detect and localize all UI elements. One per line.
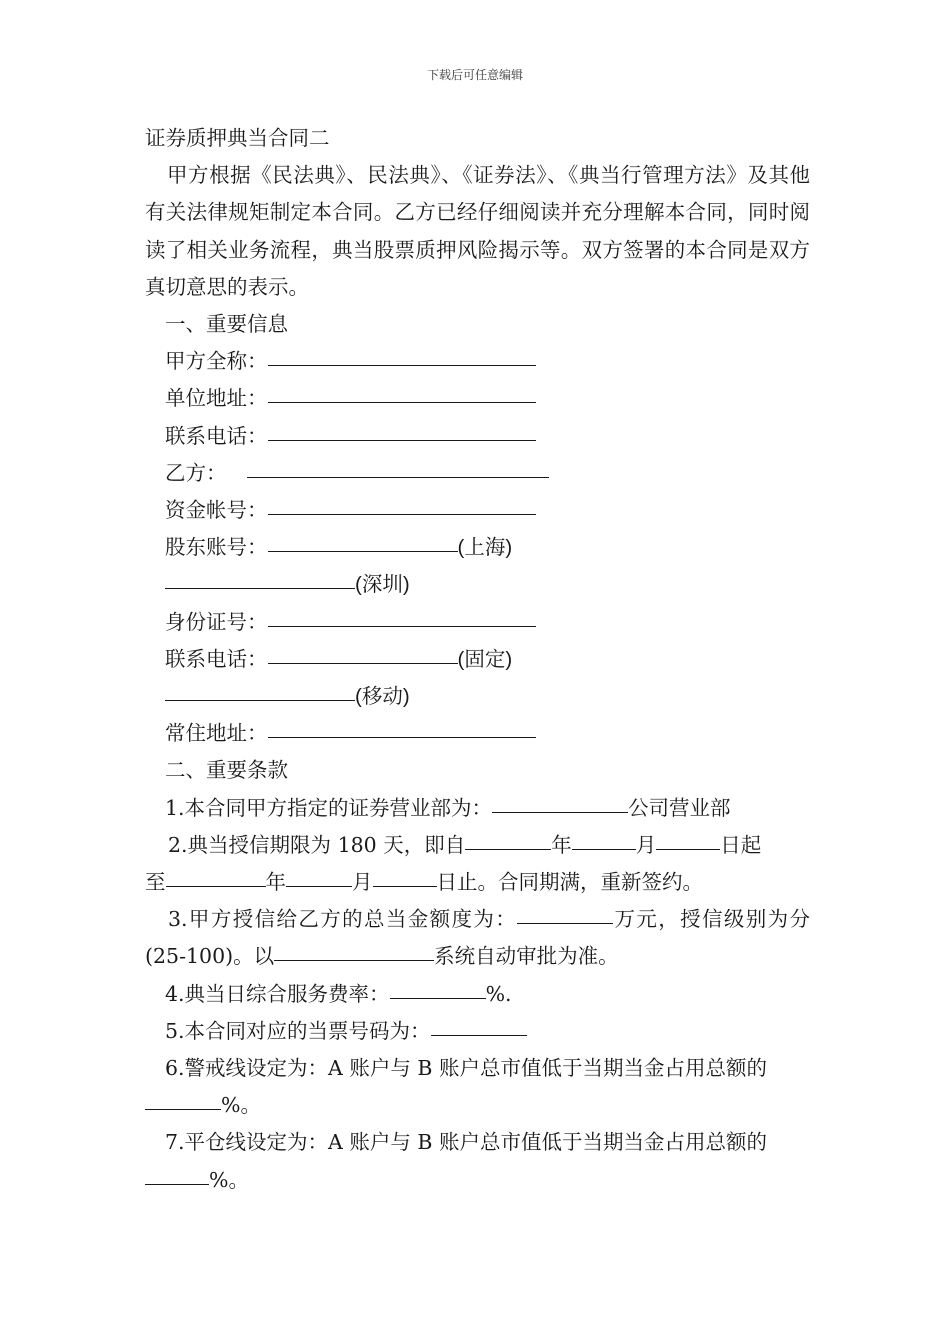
start-day-blank[interactable] <box>656 827 720 850</box>
month-label-2: 月 <box>352 870 373 895</box>
clause-3-text: 3.甲方授信给乙方的总当金额度为： <box>168 907 518 932</box>
intro-paragraph: 甲方根据《民法典》、民法典》、《证券法》、《典当行管理方法》及其他有关法律规矩制定本合同。乙方已经仔细阅读并充分理解本合同，同时阅读了相关业务流程，典当股票质押风险揭示等。双方签署的本合同是双方真切意思的表示。 <box>145 163 810 299</box>
fee-rate-blank[interactable] <box>390 976 486 999</box>
securities-office-blank[interactable] <box>492 790 628 813</box>
phone-label: 联系电话： <box>165 423 268 448</box>
clause-4-suffix: %. <box>485 981 512 1006</box>
fund-account-blank[interactable] <box>268 492 536 515</box>
fixed-phone-blank[interactable] <box>268 641 458 664</box>
end-month-blank[interactable] <box>286 864 352 887</box>
day-label-2: 日止。合同期满，重新签约。 <box>436 870 703 895</box>
phone-blank[interactable] <box>268 418 536 441</box>
address-row <box>145 380 810 417</box>
id-number-row <box>145 604 810 641</box>
liquidation-line-blank[interactable] <box>145 1162 209 1185</box>
residence-row <box>145 715 810 752</box>
phone2-row <box>145 641 810 678</box>
phone-row <box>145 418 810 455</box>
party-a-name-blank[interactable] <box>268 343 536 366</box>
fund-account-row <box>145 492 810 529</box>
clause-4-text: 4.典当日综合服务费率： <box>165 981 390 1006</box>
clause-5 <box>145 1013 810 1050</box>
clause-4 <box>145 976 810 1013</box>
residence-blank[interactable] <box>268 715 536 738</box>
clause-1-suffix: 公司营业部 <box>628 795 731 820</box>
shenzhen-row <box>145 566 810 603</box>
party-a-name-row <box>145 343 810 380</box>
clause-2 <box>145 827 810 864</box>
end-day-blank[interactable] <box>373 864 437 887</box>
residence-label: 常住地址： <box>165 721 268 746</box>
month-label-1: 月 <box>635 832 657 857</box>
clause-6-suffix: %。 <box>221 1093 261 1118</box>
warning-line-blank[interactable] <box>145 1087 221 1110</box>
to-label: 至 <box>145 870 166 895</box>
clause-2-text: 2.典当授信期限为 180 天，即自 <box>168 832 466 857</box>
address-blank[interactable] <box>268 380 536 403</box>
shareholder-account-row <box>145 529 810 566</box>
fixed-label: (固定) <box>457 647 513 671</box>
id-number-blank[interactable] <box>268 604 536 627</box>
clause-6 <box>145 1050 810 1087</box>
clause-6-cont <box>145 1087 810 1124</box>
shenzhen-account-blank[interactable] <box>165 566 355 589</box>
clause-3-suffix: 系统自动审批为准。 <box>434 944 619 969</box>
end-year-blank[interactable] <box>166 864 266 887</box>
id-number-label: 身份证号： <box>165 609 268 634</box>
shenzhen-label: (深圳) <box>355 573 410 597</box>
mobile-row <box>145 678 810 715</box>
clause-7 <box>145 1124 810 1161</box>
start-year-blank[interactable] <box>465 827 551 850</box>
clause-7-suffix: %。 <box>209 1167 249 1192</box>
page-header: 下载后可任意编辑 <box>426 68 523 82</box>
party-b-blank[interactable] <box>247 455 549 478</box>
clause-3 <box>145 901 810 975</box>
start-month-blank[interactable] <box>572 827 636 850</box>
clause-6-text: 6.警戒线设定为：A 账户与 B 账户总市值低于当期当金占用总额的 <box>165 1056 767 1081</box>
day-label-1: 日起 <box>720 832 762 857</box>
mobile-label: (移动) <box>355 685 410 709</box>
credit-amount-blank[interactable] <box>517 901 613 924</box>
section-2-heading: 二、重要条款 <box>165 758 288 783</box>
phone2-label: 联系电话： <box>165 646 268 671</box>
clause-5-text: 5.本合同对应的当票号码为： <box>165 1018 431 1043</box>
party-a-name-label: 甲方全称： <box>165 349 268 374</box>
section-1-heading: 一、重要信息 <box>165 312 288 337</box>
clause-1-text: 1.本合同甲方指定的证券营业部为： <box>165 795 493 820</box>
clause-3-mid: 万元，授信级别为分(25-100)。以 <box>145 907 811 969</box>
contract-title: 证券质押典当合同二 <box>145 126 330 150</box>
ticket-number-blank[interactable] <box>431 1013 527 1036</box>
shanghai-label: (上海) <box>457 536 513 560</box>
year-label-1: 年 <box>551 832 572 857</box>
clause-7-cont <box>145 1162 810 1199</box>
year-label-2: 年 <box>265 870 286 895</box>
mobile-phone-blank[interactable] <box>165 678 355 701</box>
clause-1 <box>145 790 810 827</box>
fund-account-label: 资金帐号： <box>165 498 268 523</box>
address-label: 单位地址： <box>165 386 268 411</box>
clause-7-text: 7.平仓线设定为：A 账户与 B 账户总市值低于当期当金占用总额的 <box>165 1130 767 1155</box>
shanghai-account-blank[interactable] <box>268 529 458 552</box>
contract-body <box>145 118 810 1199</box>
party-b-row <box>145 455 810 492</box>
approval-system-blank[interactable] <box>274 938 434 961</box>
party-b-label: 乙方： <box>165 460 227 485</box>
shareholder-account-label: 股东账号： <box>165 535 268 560</box>
clause-2-cont <box>145 864 810 901</box>
